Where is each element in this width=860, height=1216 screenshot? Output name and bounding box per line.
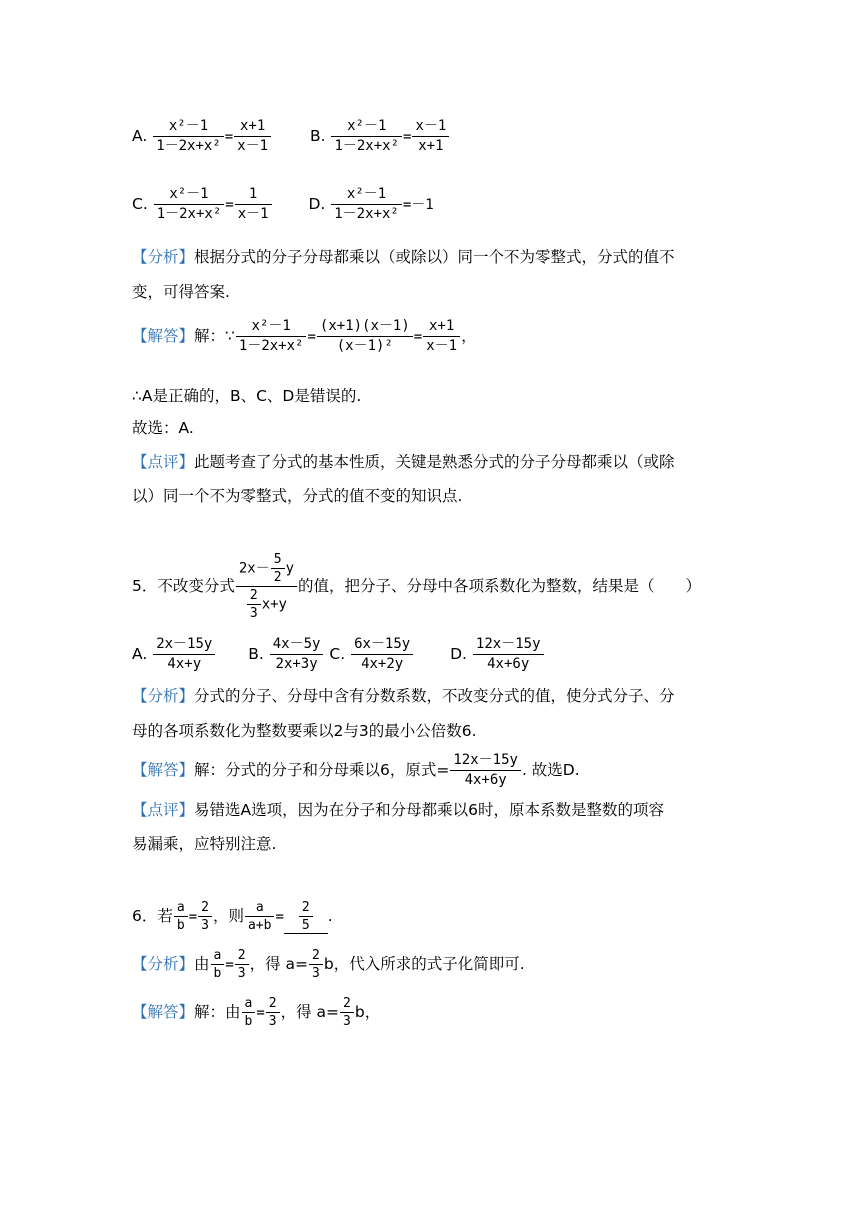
q6-answer-blank	[284, 900, 328, 934]
q4-answer-fraction-3	[423, 318, 460, 355]
fraction-denominator: 1－2x+x²	[156, 206, 222, 222]
fraction-denominator: 3	[343, 1014, 351, 1029]
answer-suffix: b，	[354, 1003, 381, 1021]
fraction-numerator: x+1	[423, 318, 460, 337]
q4-option-b	[310, 118, 450, 155]
answer-tag: 【解答】	[132, 1003, 195, 1021]
answer-prefix: 解：分式的分子和分母乘以6，原式=	[194, 761, 450, 779]
fraction-numerator: x²－1	[331, 186, 402, 205]
answer-prefix: 解：由	[194, 1003, 241, 1021]
fraction-numerator: a	[242, 996, 256, 1013]
q5-analysis-line2	[132, 721, 477, 741]
fraction-numerator: 4x－5y	[270, 636, 324, 655]
q5-option-c-label: C.	[329, 645, 346, 663]
q4-option-c-lhs	[154, 186, 225, 223]
fraction-numerator: 2	[340, 996, 354, 1013]
q4-option-a-rhs	[234, 118, 271, 155]
fraction-denominator: 5	[301, 918, 310, 933]
q6-stem-prefix: 6．若	[132, 907, 173, 925]
fraction-denominator: 1－2x+x²	[238, 338, 304, 354]
q4-option-a-lhs	[153, 118, 224, 155]
q6-answer-fraction-2	[266, 996, 280, 1029]
answer-tag: 【解答】	[132, 327, 195, 345]
q5-option-a-fraction	[153, 636, 215, 673]
fraction-numerator: 5	[271, 552, 285, 569]
q4-option-c-label: C.	[132, 195, 148, 213]
q4-options-ab	[132, 118, 450, 155]
numerator-coefficient	[271, 552, 285, 585]
equals-sign: =	[275, 909, 284, 925]
equals-sign: =	[225, 197, 234, 213]
fraction-denominator: x－1	[237, 206, 269, 222]
fraction-denominator: 3	[201, 918, 209, 933]
q5-answer	[132, 752, 580, 789]
fraction-denominator: 2x+3y	[275, 656, 318, 672]
q4-option-d	[308, 186, 433, 223]
q4-analysis-line2	[132, 282, 230, 302]
denominator-coefficient	[247, 588, 261, 621]
analysis-text: 分式的分子、分母中含有分数系数，不改变分式的值，使分式分子、分	[194, 687, 675, 705]
fraction-numerator: a	[174, 900, 188, 917]
q4-option-c-rhs	[235, 186, 272, 223]
choice-text: 故选：A.	[132, 419, 194, 437]
q5-option-c-fraction	[351, 636, 413, 673]
q4-analysis-line1	[132, 247, 675, 267]
q6-stem-suffix: .	[327, 907, 333, 925]
q6-stem-fraction-1	[174, 900, 188, 933]
q4-option-b-label: B.	[309, 127, 326, 145]
fraction-denominator: 4x+6y	[464, 772, 507, 788]
q6-stem-fraction-3	[245, 900, 274, 933]
q4-conclusion	[132, 386, 361, 406]
comment-text: 以）同一个不为零整式，分式的值不变的知识点.	[132, 487, 463, 505]
answer-prefix: 解：∵	[194, 327, 235, 345]
fraction-denominator: 4x+2y	[361, 656, 404, 672]
q4-comment-line1	[132, 452, 675, 472]
fraction-numerator: x²－1	[153, 118, 224, 137]
comment-text: 此题考查了分式的基本性质，关键是熟悉分式的分子分母都乘以（或除	[194, 453, 675, 471]
fraction-numerator: 12x－15y	[450, 752, 521, 771]
q6-answer	[132, 996, 380, 1029]
q4-option-d-lhs	[331, 186, 402, 223]
q6-stem	[132, 900, 333, 934]
equals-sign: =	[224, 129, 234, 145]
numerator-term: y	[285, 560, 294, 577]
fraction-numerator: 2	[266, 996, 280, 1013]
analysis-suffix: b，代入所求的式子化简即可.	[323, 955, 525, 973]
fraction-denominator: 3	[237, 966, 246, 981]
fraction-denominator: b	[213, 966, 222, 981]
denominator-term: x+y	[261, 596, 287, 613]
q4-option-a-label: A.	[132, 127, 148, 145]
fraction-denominator: 2	[273, 570, 282, 585]
analysis-mid: ，得 a=	[249, 955, 309, 973]
analysis-tag: 【分析】	[132, 687, 195, 705]
fraction-denominator: x+1	[418, 138, 444, 154]
fraction-numerator: 2	[299, 900, 313, 917]
fraction-numerator: x²－1	[154, 186, 225, 205]
equals-minus-one: =－1	[402, 197, 434, 213]
equals-sign: =	[307, 329, 316, 345]
fraction-numerator: 2	[235, 948, 249, 965]
q6-answer-fraction	[299, 900, 313, 933]
analysis-tag: 【分析】	[132, 248, 195, 266]
q5-option-d-fraction	[473, 636, 544, 673]
fraction-denominator: 4x+y	[167, 656, 202, 672]
q5-option-a	[132, 636, 216, 673]
fraction-numerator: 12x－15y	[473, 636, 544, 655]
equals-sign: =	[225, 957, 234, 973]
q6-analysis	[132, 948, 525, 981]
fraction-denominator: 1－2x+x²	[334, 138, 400, 154]
q4-option-b-lhs	[331, 118, 402, 155]
analysis-text: 根据分式的分子分母都乘以（或除以）同一个不为零整式，分式的值不	[194, 248, 675, 266]
q4-answer-fraction-1	[236, 318, 307, 355]
fraction-denominator: 1－2x+x²	[334, 206, 399, 222]
numerator-term: 2x－	[238, 560, 270, 577]
fraction-denominator: b	[176, 918, 185, 933]
fraction-numerator: x+1	[234, 118, 271, 137]
q5-option-d-label: D.	[450, 645, 467, 663]
q5-option-a-label: A.	[132, 645, 148, 663]
analysis-text: 变，可得答案.	[132, 283, 230, 301]
fraction-numerator: 2x－15y	[153, 636, 215, 655]
fraction-numerator: x²－1	[236, 318, 307, 337]
q5-option-b-label: B.	[248, 645, 264, 663]
comment-text: 易漏乘，应特别注意.	[132, 835, 277, 853]
fraction-numerator: a	[245, 900, 274, 917]
q5-options	[132, 636, 545, 673]
q5-option-d	[450, 636, 544, 673]
fraction-numerator: 2	[198, 900, 212, 917]
comment-tag: 【点评】	[132, 453, 195, 471]
fraction-denominator: b	[244, 1014, 253, 1029]
q6-analysis-fraction-1	[211, 948, 225, 981]
q5-stem-fraction	[236, 552, 297, 621]
q5-option-b	[248, 636, 324, 673]
q6-analysis-fraction-3	[309, 948, 323, 981]
answer-mid: ，得 a=	[280, 1003, 340, 1021]
q4-choice	[132, 418, 194, 438]
q4-option-c	[132, 186, 273, 223]
q4-option-d-label: D.	[308, 195, 326, 213]
q6-answer-fraction-1	[242, 996, 256, 1029]
answer-tag: 【解答】	[132, 761, 195, 779]
analysis-prefix: 由	[194, 955, 210, 973]
q5-analysis-line1	[132, 686, 675, 706]
comment-tag: 【点评】	[132, 801, 195, 819]
equals-sign: =	[256, 1005, 265, 1021]
q5-comment-line2	[132, 834, 276, 854]
q6-analysis-fraction-2	[235, 948, 249, 981]
q4-answer-fraction-2	[317, 318, 413, 355]
fraction-denominator: a+b	[247, 918, 272, 933]
fraction-denominator: (x－1)²	[336, 338, 393, 354]
fraction-denominator: 3	[268, 1014, 277, 1029]
fraction-denominator	[236, 587, 297, 621]
q4-option-a	[132, 118, 272, 155]
fraction-denominator: 1－2x+x²	[156, 138, 221, 154]
q5-option-b-fraction	[270, 636, 324, 673]
q4-answer	[132, 318, 477, 355]
fraction-denominator: 4x+6y	[487, 656, 530, 672]
fraction-denominator: x－1	[426, 338, 458, 354]
q6-stem-fraction-2	[198, 900, 212, 933]
fraction-numerator: 1	[235, 186, 272, 205]
fraction-numerator: 2	[247, 588, 261, 605]
fraction-denominator: x－1	[237, 138, 269, 154]
q5-stem	[132, 552, 701, 621]
equals-sign: =	[188, 909, 198, 925]
fraction-denominator: 3	[249, 606, 258, 621]
answer-suffix: . 故选D.	[521, 761, 580, 779]
answer-suffix: ，	[461, 327, 477, 345]
analysis-text: 母的各项系数化为整数要乘以2与3的最小公倍数6.	[132, 722, 477, 740]
q5-stem-prefix: 5．不改变分式	[132, 577, 235, 595]
comment-text: 易错选A选项，因为在分子和分母都乘以6时，原本系数是整数的项容	[194, 801, 664, 819]
fraction-denominator: 3	[312, 966, 320, 981]
q4-options-cd	[132, 186, 434, 223]
fraction-numerator: x－1	[412, 118, 449, 137]
fraction-numerator: (x+1)(x－1)	[317, 318, 413, 337]
fraction-numerator: x²－1	[331, 118, 402, 137]
equals-sign: =	[403, 129, 412, 145]
equals-sign: =	[413, 329, 423, 345]
q6-stem-mid: ，则	[212, 907, 244, 925]
q5-answer-fraction	[450, 752, 521, 789]
q5-stem-suffix: 的值，把分子、分母中各项系数化为整数，结果是（ ）	[298, 577, 702, 595]
fraction-numerator: 2	[309, 948, 323, 965]
analysis-tag: 【分析】	[132, 955, 195, 973]
fraction-numerator: a	[211, 948, 225, 965]
q4-option-b-rhs	[412, 118, 449, 155]
q5-comment-line1	[132, 800, 664, 820]
q4-comment-line2	[132, 486, 462, 506]
q6-answer-fraction-3	[340, 996, 354, 1029]
q5-option-c	[329, 636, 414, 673]
fraction-numerator: 6x－15y	[351, 636, 413, 655]
conclusion-text: ∴A是正确的，B、C、D是错误的.	[132, 387, 362, 405]
fraction-numerator	[236, 552, 297, 587]
